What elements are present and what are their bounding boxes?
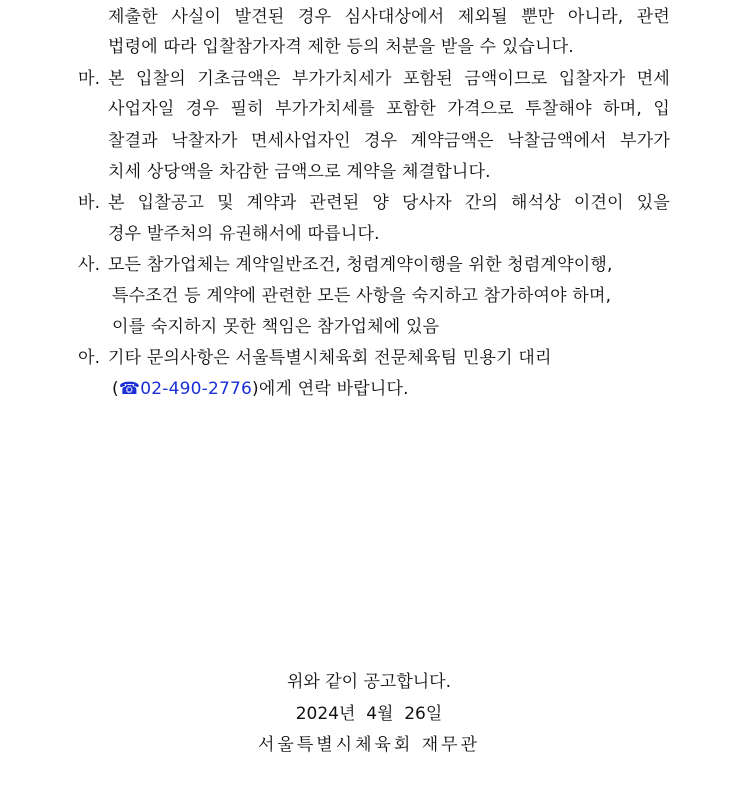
item-sa-line-1: 모든 참가업체는 계약일반조건, 청렴계약이행을 위한 청렴계약이행, <box>108 255 613 275</box>
signatory: 서울특별시체육회 재무관 <box>257 735 481 755</box>
item-ba-marker: 바. <box>78 193 101 213</box>
telephone-icon: ☎ <box>118 379 141 399</box>
item-sa-line-3: 이를 숙지하지 못한 책임은 참가업체에 있음 <box>112 317 440 337</box>
item-continued-line-2: 법령에 따라 입찰참가자격 제한 등의 처분을 받을 수 있습니다. <box>108 37 574 57</box>
item-ma-line-4: 치세 상당액을 차감한 금액으로 계약을 체결합니다. <box>108 162 491 182</box>
item-ba-line-2: 경우 발주처의 유권해서에 따릅니다. <box>108 224 380 244</box>
item-ba-line-1: 본 입찰공고 및 계약과 관련된 양 당사자 간의 해석상 이견이 있을 <box>108 193 670 213</box>
item-ma-marker: 마. <box>78 69 101 89</box>
contact-open-paren: ( <box>112 379 119 399</box>
item-ma-line-3: 찰결과 낙찰자가 면세사업자인 경우 계약금액은 낙찰금액에서 부가가 <box>108 131 670 151</box>
item-a-contact-line <box>112 377 409 401</box>
contact-after-text: )에게 연락 바랍니다. <box>252 379 409 399</box>
item-ma-line-2: 사업자일 경우 필히 부가가치세를 포함한 가격으로 투찰해야 하며, 입 <box>108 99 670 119</box>
announcement-date: 2024년 4월 26일 <box>295 704 443 724</box>
item-sa-line-2: 특수조건 등 계약에 관련한 모든 사항을 숙지하고 참가하여야 하며, <box>112 286 612 306</box>
item-continued-line-1: 제출한 사실이 발견된 경우 심사대상에서 제외될 뿐만 아니라, 관련 <box>108 7 670 27</box>
item-a-line-1: 기타 문의사항은 서울특별시체육회 전문체육팀 민용기 대리 <box>108 348 552 368</box>
closing-statement: 위와 같이 공고합니다. <box>286 672 451 692</box>
item-ma-line-1: 본 입찰의 기초금액은 부가가치세가 포함된 금액이므로 입찰자가 면세 <box>108 69 670 89</box>
item-a-marker: 아. <box>78 348 101 368</box>
phone-number-link[interactable]: 02-490-2776 <box>140 379 253 399</box>
item-sa-marker: 사. <box>78 255 101 275</box>
